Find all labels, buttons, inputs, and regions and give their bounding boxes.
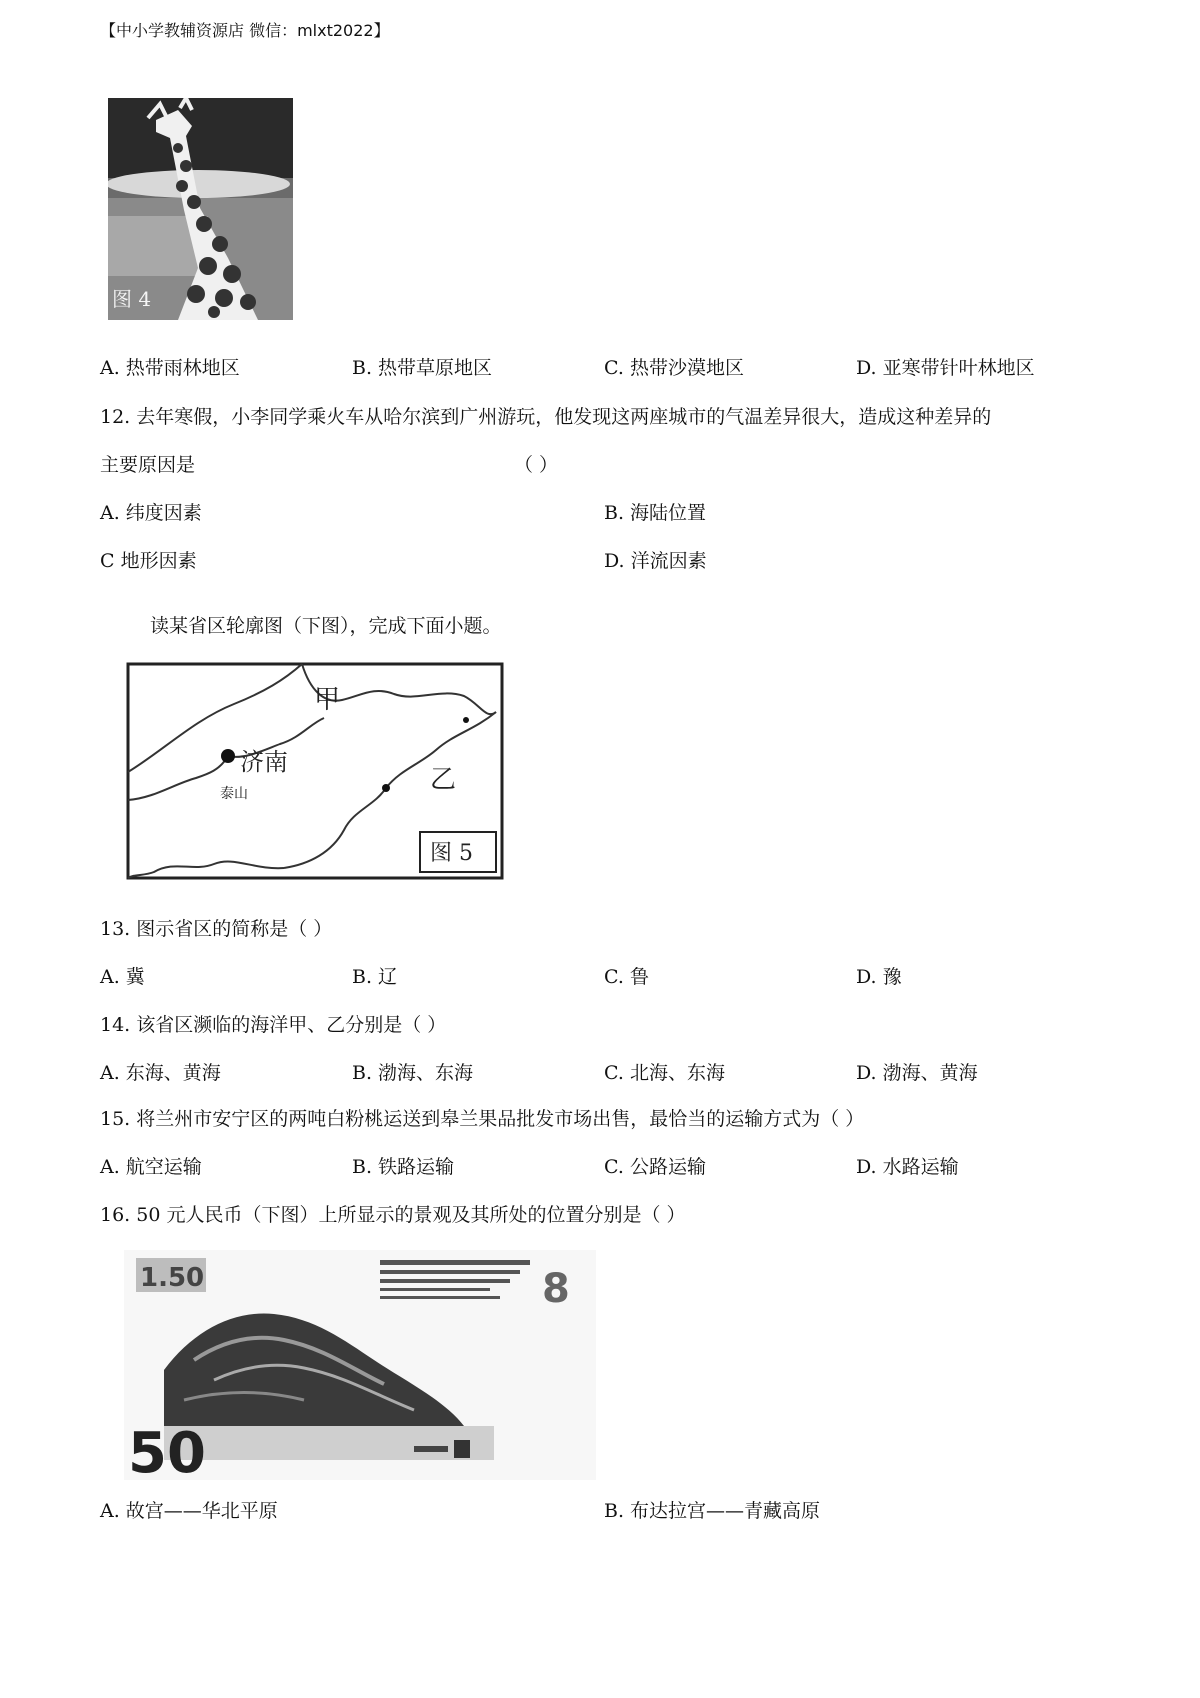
q16-option-a: A. 故宫——华北平原 [100,1500,278,1522]
q16-stem: 16. 50 元人民币（下图）上所显示的景观及其所处的位置分别是（ ） [100,1204,686,1226]
province-map [124,660,506,882]
q12-option-a: A. 纬度因素 [100,502,202,524]
map-label-yi: 乙 [430,765,457,795]
map-label-jia: 甲 [314,685,341,715]
banknote-denomination: 50 [128,1421,206,1480]
map-intro: 读某省区轮廓图（下图），完成下面小题。 [150,615,502,637]
q14-option-d: D. 渤海、黄海 [856,1062,978,1084]
q12-option-c: C 地形因素 [100,550,197,572]
q12-answer-paren: （ ） [514,454,559,476]
q16-option-b: B. 布达拉宫——青藏高原 [604,1500,821,1522]
q12-option-d: D. 洋流因素 [604,550,707,572]
page-header: 【中小学教辅资源店 微信：mlxt2022】 [100,21,390,40]
q12-stem-line1: 12. 去年寒假，小李同学乘火车从哈尔滨到广州游玩，他发现这两座城市的气温差异很大，造成这种差异的 [100,406,992,428]
giraffe-figure [108,98,293,320]
q11-option-d: D. 亚寒带针叶林地区 [856,357,1035,379]
q11-option-b: B. 热带草原地区 [352,357,493,379]
q15-option-b: B. 铁路运输 [352,1156,455,1178]
q15-stem: 15. 将兰州市安宁区的两吨白粉桃运送到皋兰果品批发市场出售，最恰当的运输方式为（ ） [100,1108,865,1130]
q13-option-a: A. 冀 [100,966,145,988]
banknote-figure [124,1250,596,1480]
q15-option-d: D. 水路运输 [856,1156,959,1178]
q15-option-a: A. 航空运输 [100,1156,202,1178]
q14-option-c: C. 北海、东海 [604,1062,725,1084]
q13-option-d: D. 豫 [856,966,902,988]
q12-option-b: B. 海陆位置 [604,502,707,524]
q15-option-c: C. 公路运输 [604,1156,706,1178]
q12-stem-line2: 主要原因是 [100,454,196,476]
figure5-caption: 图 5 [430,841,473,866]
banknote-small-value: 1.50 [140,1263,205,1293]
q14-option-a: A. 东海、黄海 [100,1062,221,1084]
q14-option-b: B. 渤海、东海 [352,1062,474,1084]
figure4-caption: 图 4 [112,287,152,311]
svg-text:8: 8 [542,1266,570,1312]
q13-stem: 13. 图示省区的简称是（ ） [100,918,333,940]
map-label-jinan: 济南 [240,748,288,776]
q13-option-b: B. 辽 [352,966,398,988]
q13-option-c: C. 鲁 [604,966,649,988]
q11-option-c: C. 热带沙漠地区 [604,357,744,379]
q11-option-a: A. 热带雨林地区 [100,357,240,379]
q14-stem: 14. 该省区濒临的海洋甲、乙分别是（ ） [100,1014,447,1036]
map-label-taishan: 泰山 [220,786,248,802]
